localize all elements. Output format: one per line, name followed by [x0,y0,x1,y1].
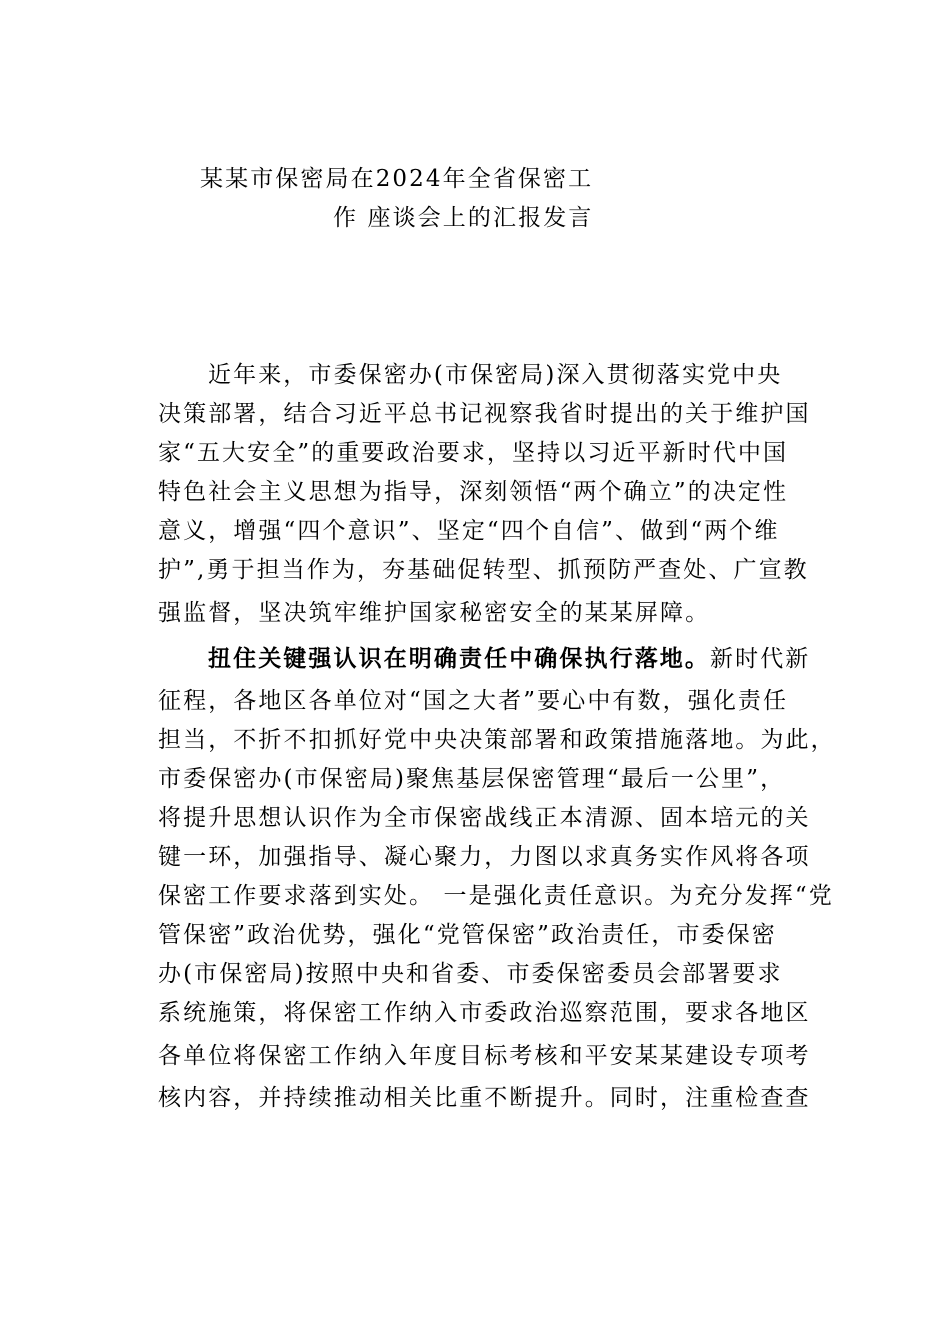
paragraph-2-line-3: 担当，不折不扣抓好党中央决策部署和政策措施落地。为此， [158,727,836,753]
paragraph-1-line-5: 意义，增强“四个意识”、坚定“四个自信”、做到“两个维 [158,518,780,544]
paragraph-2-heading: 扭住关键强认识在明确责任中确保执行落地。 [208,645,710,672]
paragraph-2-line-8: 管保密”政治优势，强化“党管保密”政治责任，市委保密 [158,922,777,948]
paragraph-2-line-12: 核内容，并持续推动相关比重不断提升。同时，注重检查查 [158,1085,811,1111]
document-title [200,160,800,238]
paragraph-2-line-6: 键一环，加强指导、凝心聚力，力图以求真务实作风将各项 [158,844,811,870]
paragraph-2-line-5: 将提升思想认识作为全市保密战线正本清源、固本培元的关 [158,805,811,831]
paragraph-2-line-2: 征程，各地区各单位对“国之大者”要心中有数，强化责任 [158,688,789,714]
title-line-1: 某某市保密局在2024年全省保密工 [200,166,594,192]
paragraph-2-first-rest: 新时代新 [710,646,811,672]
paragraph-1-line-2: 决策部署，结合习近平总书记视察我省时提出的关于维护国 [158,401,811,427]
paragraph-2-line-7: 保密工作要求落到实处。 一是强化责任意识。为充分发挥“党 [158,883,834,909]
paragraph-2-line-9: 办(市保密局)按照中央和省委、市委保密委员会部署要求 [158,961,783,987]
paragraph-1-line-3: 家“五大安全”的重要政治要求，坚持以习近平新时代中国 [158,440,789,466]
paragraph-2-line-10: 系统施策，将保密工作纳入市委政治巡察范围，要求各地区 [158,1000,811,1026]
paragraph-1-line-4: 特色社会主义思想为指导，深刻领悟“两个确立”的决定性 [158,479,789,505]
title-line-2: 作 座谈会上的汇报发言 [333,205,594,231]
paragraph-2-line-11: 各单位将保密工作纳入年度目标考核和平安某某建设专项考 [158,1043,811,1069]
document-body [158,356,838,1118]
paragraph-2-line-4: 市委保密办(市保密局)聚焦基层保密管理“最后一公里”， [158,766,786,792]
paragraph-1-line-6: 护”,勇于担当作为，夯基础促转型、抓预防严查处、广宣教 [158,557,809,583]
paragraph-2-line-1 [158,636,838,682]
paragraph-1-line-1: 近年来，市委保密办(市保密局)深入贯彻落实党中央 [208,362,783,388]
paragraph-1-line-7: 强监督，坚决筑牢维护国家秘密安全的某某屏障。 [158,600,711,626]
